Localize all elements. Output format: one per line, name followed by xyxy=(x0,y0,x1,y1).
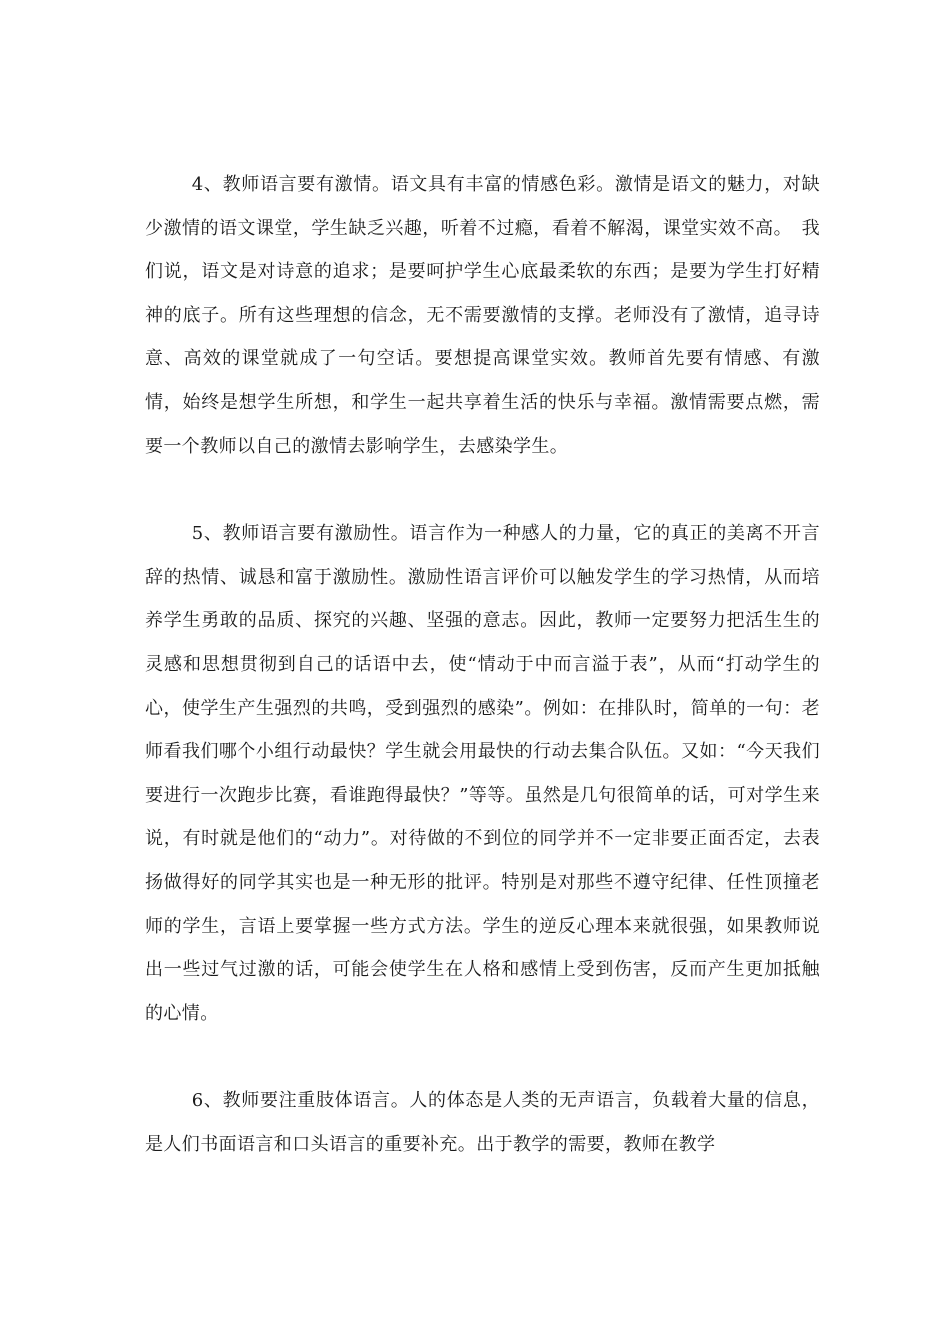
paragraph-5: 5、教师语言要有激励性。语言作为一种感人的力量，它的真正的美离不开言辞的热情、诚恳和富于激励性。激励性语言评价可以触发学生的学习热情，从而培养学生勇敢的品质、探究的兴趣、坚强的意志。因此，教师一定要努力把活生生的灵感和思想贯彻到自己的话语中去，使“情动于中而言溢于表”，从而“打动学生的心，使学生产生强烈的共鸣，受到强烈的感染”。例如：在排队时，简单的一句：老师看我们哪个小组行动最快？学生就会用最快的行动去集合队伍。又如：“今天我们要进行一次跑步比赛，看谁跑得最快？”等等。虽然是几句很简单的话，可对学生来说，有时就是他们的“动力”。对待做的不到位的同学并不一定非要正面否定，去表扬做得好的同学其实也是一种无形的批评。特别是对那些不遵守纪律、任性顶撞老师的学生，言语上要掌握一些方式方法。学生的逆反心理本来就很强，如果教师说出一些过气过激的话，可能会使学生在人格和感情上受到伤害，反而产生更加抵触的心情。 xyxy=(145,523,820,1024)
paragraph-4: 4、教师语言要有激情。语文具有丰富的情感色彩。激情是语文的魅力，对缺少激情的语文课堂，学生缺乏兴趣，听着不过瘾，看着不解渴，课堂实效不高。 我们说，语文是对诗意的追求；是要呵护学生心底最柔软的东西；是要为学生打好精神的底子。所有这些理想的信念，无不需要激情的支撑。老师没有了激情，追寻诗意、高效的课堂就成了一句空话。要想提高课堂实效。教师首先要有情感、有激情，始终是想学生所想，和学生一起共享着生活的快乐与幸福。激情需要点燃，需要一个教师以自己的激情去影响学生，去感染学生。 xyxy=(145,174,820,457)
document-body xyxy=(145,163,820,1166)
paragraph-6: 6、教师要注重肢体语言。人的体态是人类的无声语言，负载着大量的信息，是人们书面语言和口头语言的重要补充。出于教学的需要，教师在教学 xyxy=(145,1090,820,1155)
